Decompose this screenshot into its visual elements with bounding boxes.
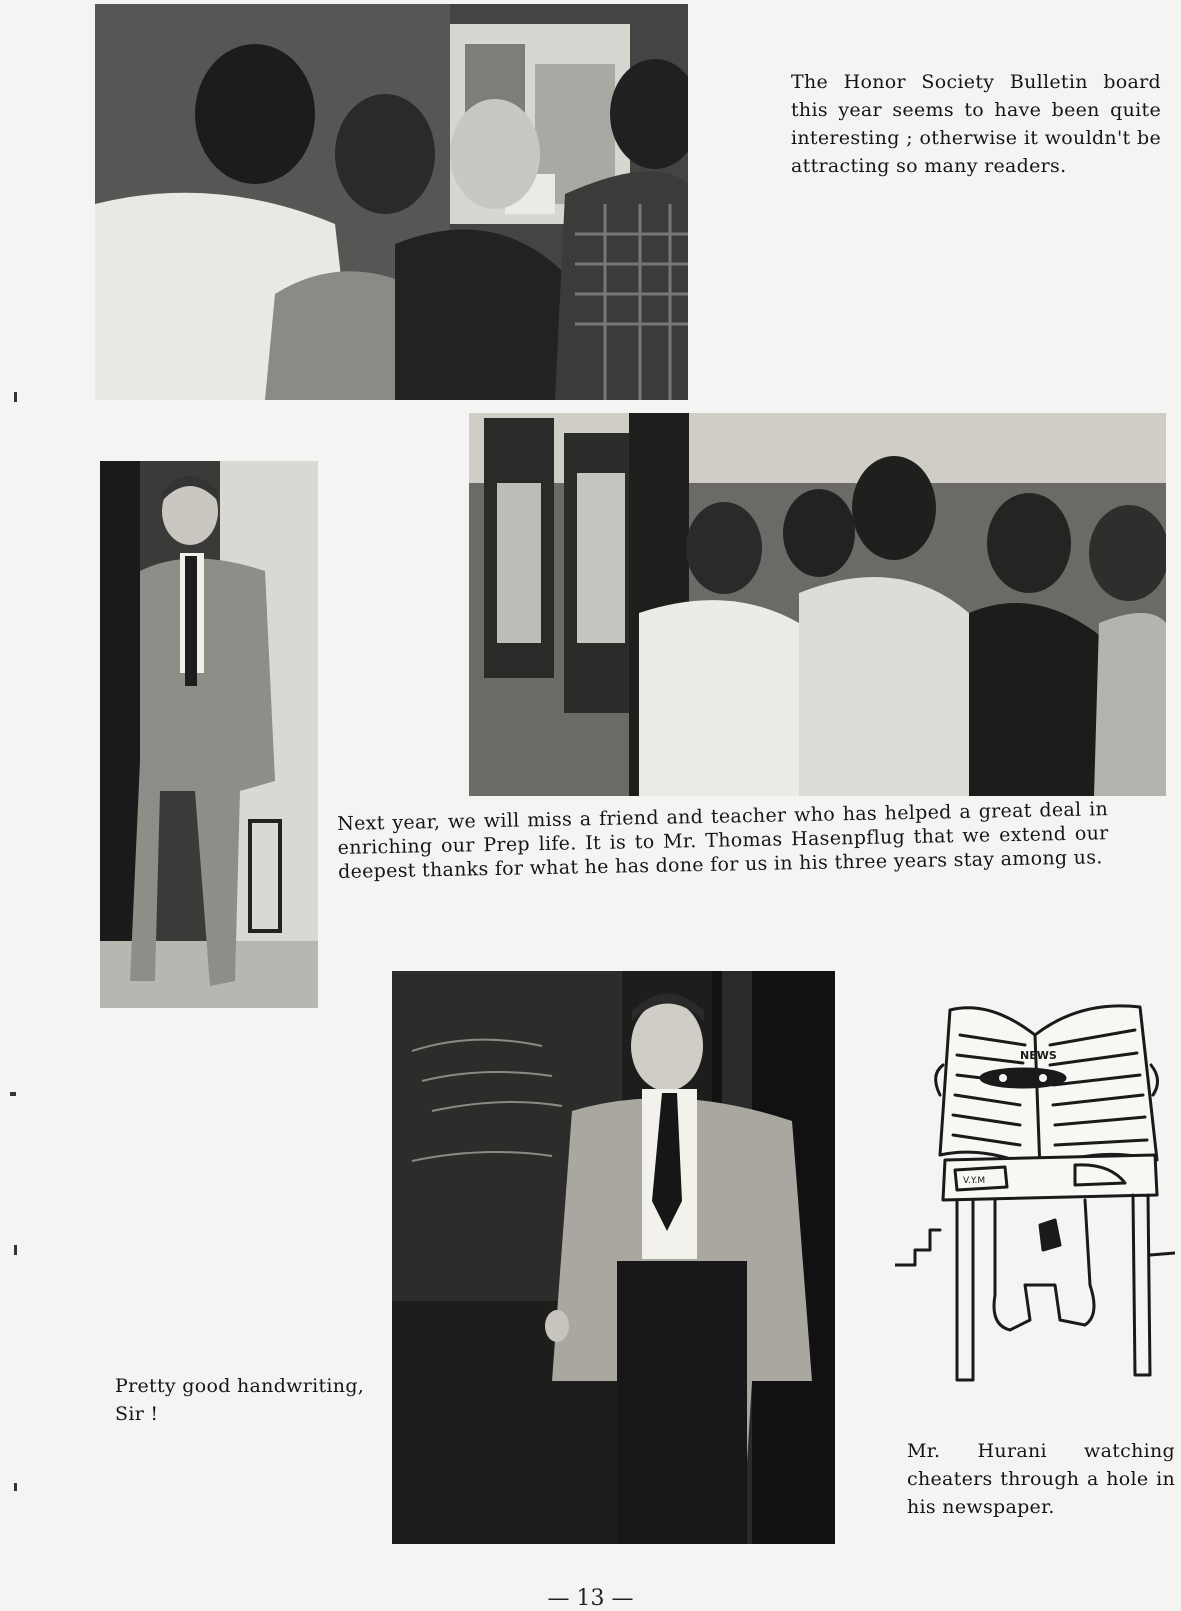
teacher-standing-photo xyxy=(100,461,318,1008)
scan-speck xyxy=(14,1245,17,1255)
farewell-caption: Next year, we will miss a friend and teacher who has helped a great deal in enriching our Prep life. It is to Mr. Thomas Hasenpflug that we extend our deepest thanks for what he has done for us in his three years stay among us. xyxy=(337,798,1109,883)
book-lettering: V.Y.M xyxy=(963,1176,986,1186)
bulletin-caption: The Honor Society Bulletin board this year seems to have been quite interesting ; otherwise it wouldn't be attracting so many readers. xyxy=(791,71,1161,177)
blackboard-teacher-photo xyxy=(392,971,835,1544)
handwriting-caption: Pretty good handwriting, Sir ! xyxy=(115,1375,365,1425)
scan-speck xyxy=(10,1092,16,1096)
scan-speck xyxy=(14,1483,17,1491)
newspaper-cartoon xyxy=(895,995,1175,1390)
bulletin-board-photo xyxy=(95,4,688,400)
students-group-photo xyxy=(469,413,1166,796)
page-number: — 13 — xyxy=(547,1586,634,1611)
scan-speck xyxy=(14,392,17,402)
hurani-caption: Mr. Hurani watching cheaters through a hole in his newspaper. xyxy=(907,1440,1175,1518)
newspaper-masthead: NEWS xyxy=(1020,1049,1057,1062)
